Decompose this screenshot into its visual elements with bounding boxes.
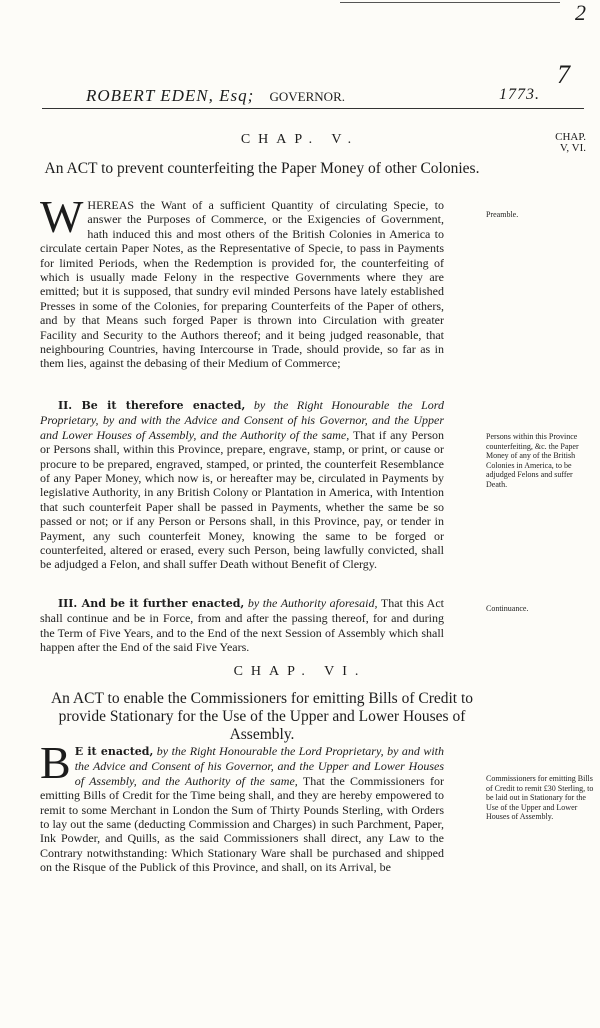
header-title: GOVERNOR. (269, 89, 345, 104)
margin-note-commissioners: Commissioners for emitting Bills of Credit to remit £30 Sterling, to be laid out in Stationary for the Use of the Upper and Lower Houses of Assembly. (486, 774, 594, 821)
chap5-section2 (40, 398, 444, 572)
side-chap-line1: CHAP. (555, 131, 586, 143)
section3-text: That this Act shall continue and be in Force, from and after the passing thereof, for and during the Term of Five Years, and to the End of the next Session of Assembly which shall happen after the End of the said Five Years. (40, 596, 444, 655)
corner-mark: 2 (575, 0, 586, 25)
chap6-dropcap: B (40, 737, 71, 788)
preamble-dropcap: W (40, 191, 84, 242)
chap6-heading: CHAP. VI. (233, 664, 367, 679)
section2-lead: II. Be it therefore enacted, (58, 399, 246, 412)
margin-note-persons: Persons within this Province counterfeiting, &c. the Paper Money of any of the British Colonies in America, to be adjudged Felons and suffer Death. (486, 432, 579, 489)
margin-note-preamble: Preamble. (486, 210, 519, 219)
margin-note-continuance: Continuance. (486, 604, 529, 613)
side-chap-line2: V, VI. (559, 142, 586, 154)
running-header (86, 86, 540, 106)
preamble-text: HEREAS the Want of a sufficient Quantity of circulating Specie, to answer the Purposes of Commerce, or the Exigencies of Government, hath induced this and most others of the British Colonies in America to circulate certain Paper Notes, as the Representative of Specie, to pass in Payments for limited Periods, when the Redemption is provided for, the counterfeiting of which is usually made Felony in the respective Governments where they are emitted; but it is supposed, that sundry evil minded Persons have lately established Presses in some of the Colonies, for preparing Counterfeits of the Paper of others, and by that Means such forged Paper is thrown into Circulation with greater Facility and Security to the Authors thereof; and it being judged reasonable, that neighbouring Countries, having Intercourse in Trade, should provide, so far as in them lies, against the debasing of their Medium of Commerce; (40, 198, 444, 371)
section2-text: That if any Person or Persons shall, within this Province, prepare, engrave, stamp, or print, or cause or procure to be prepared, engraved, stamped, or printed, the counterfeit Resemblance of any Paper Money, which now is, or hereafter may be, circulated in Payments by legislative Authority, in any British Colony or Plantation in America, with Intention that such counterfeit Paper shall be passed in Payments, whether the same be so passed or not; or if any Person or Persons shall, in this Province, pay, or tender in Payment, any such counterfeit Money, knowing the same to be forged or counterfeited, altered or erased, every such Person, being lawfully convicted, shall be adjudged a Felon, and shall suffer Death without Benefit of Clergy. (40, 427, 444, 572)
chap5-heading: CHAP. V. (240, 132, 360, 147)
chap6-body (40, 737, 444, 875)
chap5-title: An ACT to prevent counterfeiting the Paper Money of other Colonies. (44, 160, 480, 177)
chap6-lead: E it enacted, (74, 745, 154, 758)
header-name: ROBERT EDEN, Esq; (86, 86, 255, 105)
section3-authority: by the Authority aforesaid, (247, 596, 378, 610)
section2-authority: by the Right Honourable the Lord Proprietary, by and with the Advice and Consent of his Governor, and the Upper and Lower Houses of Assembly, and the Authority of the same, (40, 398, 445, 442)
top-rule (340, 2, 560, 3)
header-year: 1773. (499, 86, 540, 103)
chap6-title: An ACT to enable the Commissioners for emitting Bills of Credit to provide Stationary for the Use of the Upper and Lower Houses of Assembly. (50, 690, 474, 743)
header-rule (42, 108, 584, 109)
chap6-text: That the Commissioners for emitting Bills of Credit for the Time being shall, and they are hereby empowered to remit to some Merchant in London the Sum of Thirty Pounds Sterling, with Orders to lay out the same (deducting Commission and Charges) in such Parchment, Paper, Ink Powder, and Quills, as the said Commissioners shall direct, any Law to the Contrary notwithstanding: Which Stationary Ware shall be purchased and shipped on the Risque of the Publick of this Province, and shall, on its Arrival, be (40, 773, 444, 875)
chap5-preamble (40, 191, 444, 371)
chap5-section3 (40, 596, 444, 655)
section3-lead: III. And be it further enacted, (58, 597, 245, 610)
folio-number: 7 (557, 60, 570, 89)
chap6-authority: by the Right Honourable the Lord Proprietary, by and with the Advice and Consent of his Governor, and the Upper and Lower Houses of Assembly, and the Authority of the same, (74, 744, 444, 788)
